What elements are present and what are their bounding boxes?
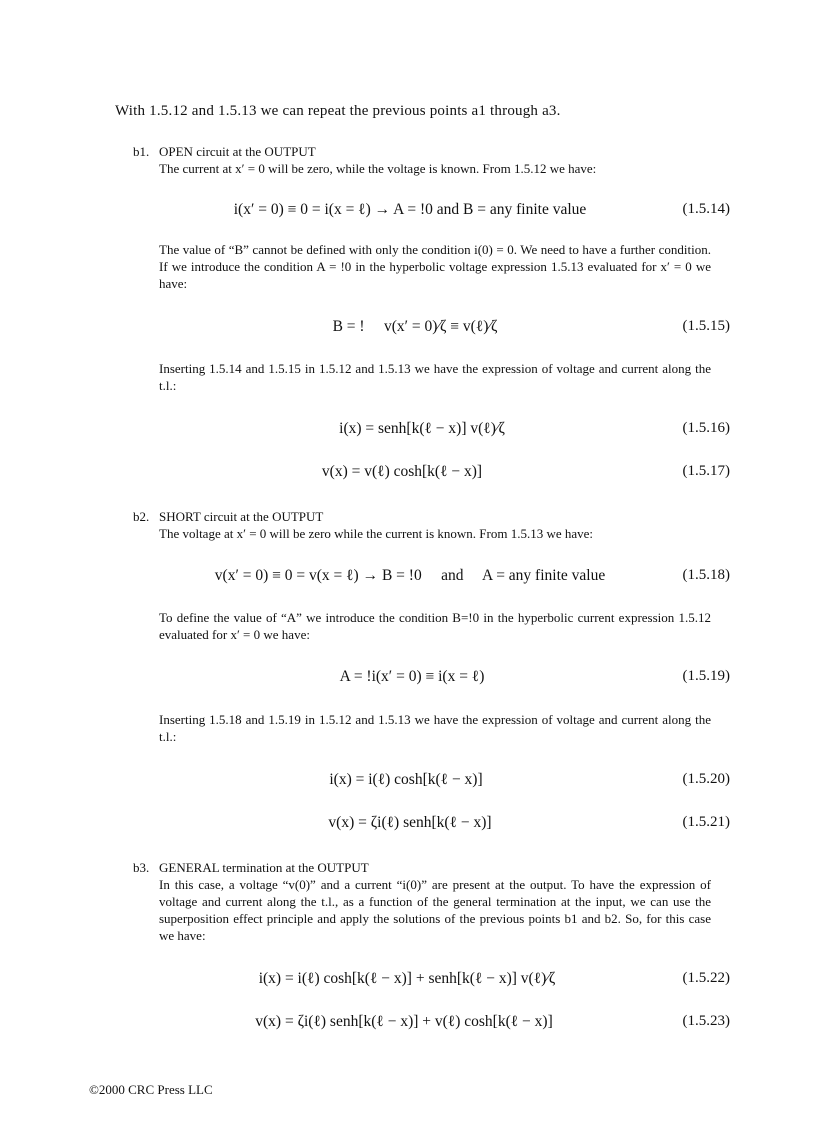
section-b3-label: b3.	[133, 860, 150, 875]
equation-1-5-18	[150, 567, 730, 591]
b3-text-1: In this case, a voltage “v(0)” and a current “i(0)” are present at the output. To have the expression of voltage and current along the t.l., as a function of the general termination at the input, we can use the superposition effect principle and apply the solutions of the previous points b1 and b2. So, for this case we have:	[159, 877, 711, 943]
equation-number: (1.5.18)	[682, 567, 730, 583]
b2-text-3: Inserting 1.5.18 and 1.5.19 in 1.5.12 and 1.5.13 we have the expression of voltage and current along the t.l.:	[159, 712, 711, 744]
intro-text: With 1.5.12 and 1.5.13 we can repeat the previous points a1 through a3.	[115, 103, 561, 119]
equation-number: (1.5.17)	[682, 463, 730, 479]
equation-expression: i(x) = i(ℓ) cosh[k(ℓ − x)]	[329, 771, 483, 788]
equation-number: (1.5.14)	[682, 201, 730, 217]
equation-number: (1.5.22)	[682, 970, 730, 986]
equation-expression: v(x) = ζi(ℓ) senh[k(ℓ − x)]	[328, 814, 492, 831]
equation-expression: v(x) = v(ℓ) cosh[k(ℓ − x)]	[321, 463, 483, 480]
b2-text-2: To define the value of “A” we introduce the condition B=!0 in the hyperbolic current expression 1.5.12 evaluated for x′ = 0 we have:	[159, 610, 711, 642]
equation-expression: v(x′ = 0) ≡ 0 = v(x = ℓ) → B = !0 and A = any finite value	[214, 567, 606, 584]
equation-number: (1.5.16)	[682, 420, 730, 436]
equation-expression: i(x′ = 0) ≡ 0 = i(x = ℓ) → A = !0 and B = any finite value	[233, 201, 587, 218]
b1-text-2: The value of “B” cannot be defined with only the condition i(0) = 0. We need to have a further condition. If we introduce the condition A = !0 in the hyperbolic voltage expression 1.5.13 evaluated for x′ = 0 we have:	[159, 242, 711, 291]
equation-1-5-20	[150, 771, 730, 795]
section-b2-label: b2.	[133, 509, 150, 524]
b2-text-1: The voltage at x′ = 0 will be zero while the current is known. From 1.5.13 we have:	[159, 526, 594, 541]
b1-text-1: The current at x′ = 0 will be zero, while the voltage is known. From 1.5.12 we have:	[159, 161, 597, 176]
section-b2-title: SHORT circuit at the OUTPUT	[159, 509, 324, 524]
equation-1-5-23	[150, 1013, 730, 1037]
equation-1-5-17	[150, 463, 730, 487]
equation-expression: i(x) = senh[k(ℓ − x)] v(ℓ)∕ζ	[339, 420, 505, 437]
equation-expression: A = !i(x′ = 0) ≡ i(x = ℓ)	[339, 668, 485, 685]
b1-text-3: Inserting 1.5.14 and 1.5.15 in 1.5.12 and 1.5.13 we have the expression of voltage and current along the t.l.:	[159, 361, 711, 393]
section-b3-title: GENERAL termination at the OUTPUT	[159, 860, 369, 875]
equation-number: (1.5.23)	[682, 1013, 730, 1029]
equation-expression: B = ! v(x′ = 0)∕ζ ≡ v(ℓ)∕ζ	[332, 318, 498, 335]
equation-1-5-15	[150, 318, 730, 342]
equation-1-5-14	[150, 201, 730, 225]
equation-number: (1.5.20)	[682, 771, 730, 787]
equation-expression: i(x) = i(ℓ) cosh[k(ℓ − x)] + senh[k(ℓ − x)] v(ℓ)∕ζ	[258, 970, 556, 987]
equation-1-5-22	[150, 970, 730, 994]
equation-1-5-19	[150, 668, 730, 692]
section-b1-title: OPEN circuit at the OUTPUT	[159, 144, 316, 159]
equation-number: (1.5.19)	[682, 668, 730, 684]
copyright-footer: ©2000 CRC Press LLC	[89, 1082, 213, 1097]
equation-1-5-21	[150, 814, 730, 838]
equation-number: (1.5.21)	[682, 814, 730, 830]
equation-1-5-16	[150, 420, 730, 444]
equation-number: (1.5.15)	[682, 318, 730, 334]
section-b1-label: b1.	[133, 144, 150, 159]
equation-expression: v(x) = ζi(ℓ) senh[k(ℓ − x)] + v(ℓ) cosh[k(ℓ − x)]	[255, 1013, 553, 1030]
